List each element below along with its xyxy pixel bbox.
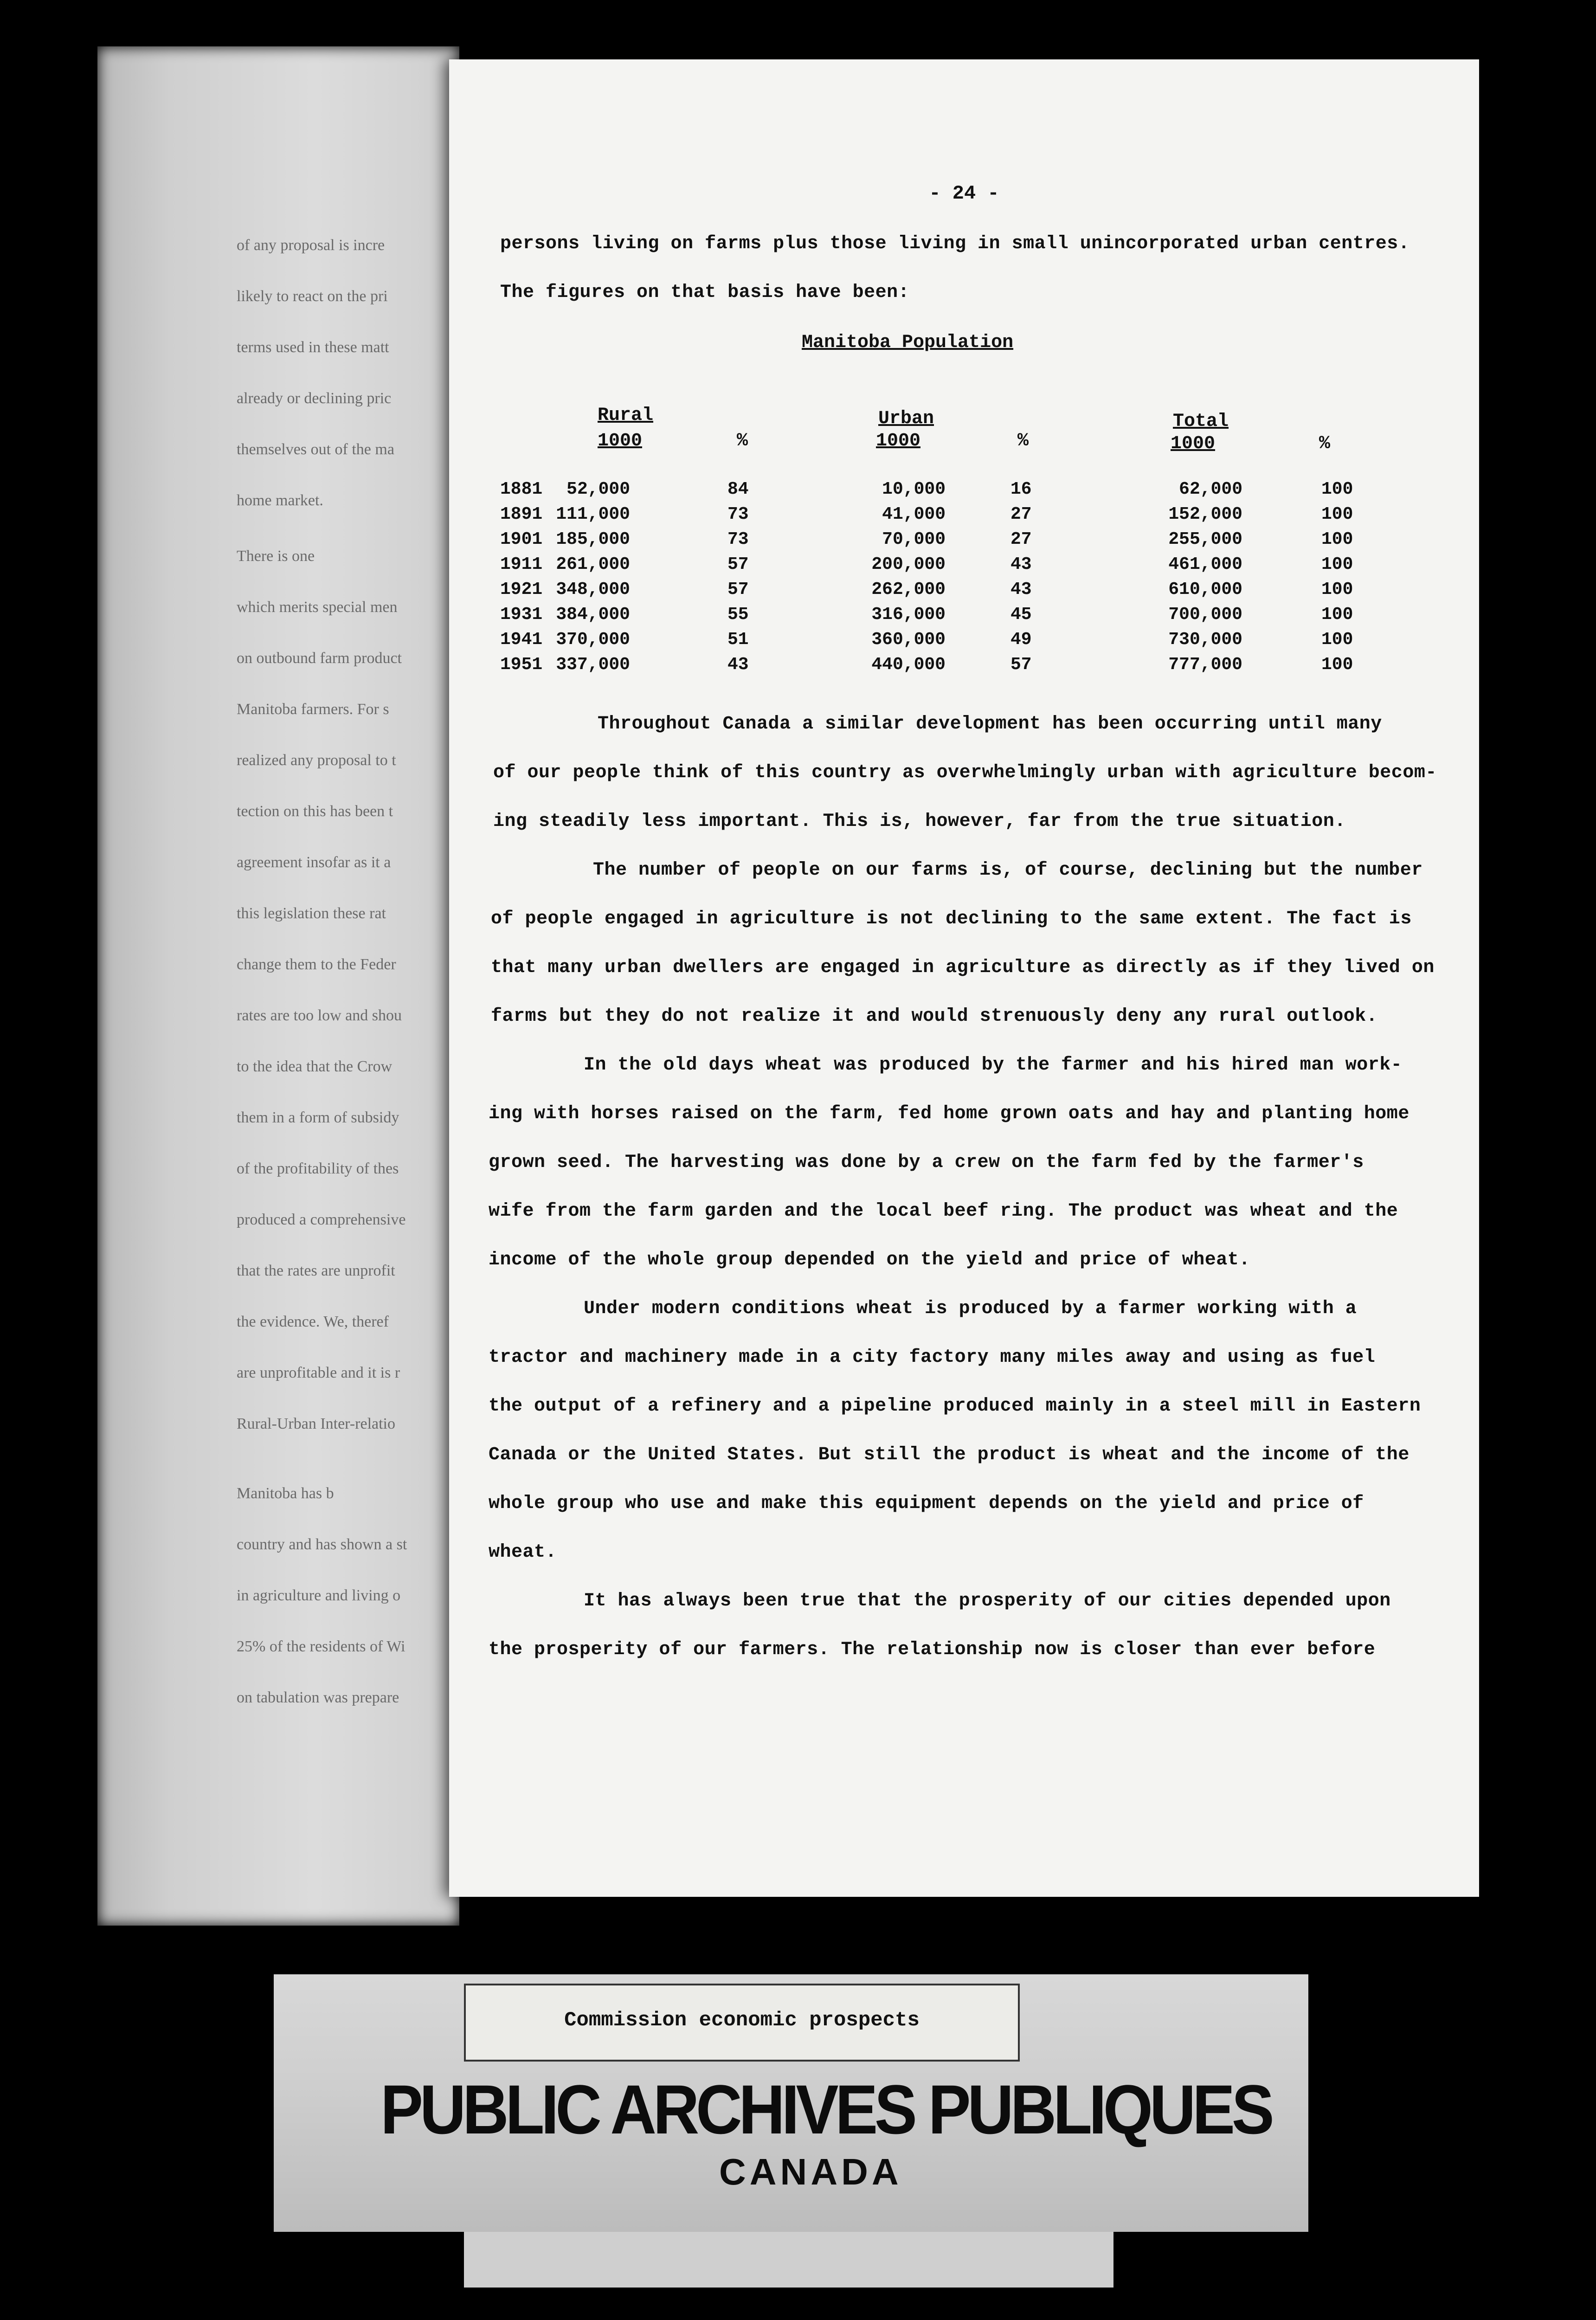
urban-cell: 360,000 bbox=[871, 630, 946, 650]
body-line: In the old days wheat was produced by the farmer and his hired man work- bbox=[584, 1055, 1403, 1076]
back-page-line: Manitoba farmers. For s bbox=[237, 701, 389, 718]
back-page-line: them in a form of subsidy bbox=[237, 1109, 399, 1126]
stamp-tab bbox=[464, 2232, 1113, 2288]
total-cell: 152,000 bbox=[1168, 504, 1242, 524]
stamp-label-text: Commission economic prospects bbox=[564, 2009, 920, 2032]
body-line: tractor and machinery made in a city factory many miles away and using as fuel bbox=[489, 1347, 1376, 1368]
rural-cell: 185,000 bbox=[556, 529, 630, 549]
year-cell: 1941 bbox=[500, 630, 543, 650]
rural-cell: 337,000 bbox=[556, 655, 630, 675]
back-page-line: terms used in these matt bbox=[237, 339, 389, 356]
body-line: The number of people on our farms is, of course, declining but the number bbox=[593, 860, 1423, 881]
urban-pct-header: % bbox=[1017, 431, 1029, 451]
urban-header: Urban bbox=[878, 408, 934, 429]
rural-cell: 52,000 bbox=[566, 479, 630, 499]
table-title: Manitoba Population bbox=[802, 332, 1014, 353]
back-page-line: likely to react on the pri bbox=[237, 288, 388, 305]
document-page bbox=[449, 59, 1479, 1897]
body-line: ing with horses raised on the farm, fed home grown oats and hay and planting home bbox=[489, 1103, 1409, 1124]
year-cell: 1891 bbox=[500, 504, 543, 524]
back-page-line: to the idea that the Crow bbox=[237, 1058, 393, 1075]
rural-pct-cell: 73 bbox=[727, 529, 749, 549]
year-cell: 1931 bbox=[500, 605, 543, 625]
body-line: that many urban dwellers are engaged in agriculture as directly as if they lived on bbox=[491, 957, 1435, 978]
year-cell: 1951 bbox=[500, 655, 543, 675]
total-cell: 730,000 bbox=[1168, 630, 1242, 650]
urban-cell: 262,000 bbox=[871, 580, 946, 599]
rural-pct-cell: 43 bbox=[727, 655, 749, 675]
urban-unit-header: 1000 bbox=[876, 431, 921, 451]
urban-pct-cell: 57 bbox=[1010, 655, 1032, 675]
total-header: Total bbox=[1173, 411, 1229, 432]
total-pct-cell: 100 bbox=[1321, 655, 1353, 675]
page-number: - 24 - bbox=[929, 182, 999, 205]
back-page-line: themselves out of the ma bbox=[237, 441, 394, 458]
body-line: the prosperity of our farmers. The relationship now is closer than ever before bbox=[489, 1639, 1376, 1660]
body-line: income of the whole group depended on the yield and price of wheat. bbox=[489, 1250, 1250, 1270]
rural-pct-cell: 51 bbox=[727, 630, 749, 650]
rural-pct-header: % bbox=[737, 431, 748, 451]
urban-pct-cell: 27 bbox=[1010, 504, 1032, 524]
year-cell: 1901 bbox=[500, 529, 543, 549]
body-line: farms but they do not realize it and would strenuously deny any rural outlook. bbox=[491, 1006, 1378, 1027]
urban-pct-cell: 27 bbox=[1010, 529, 1032, 549]
back-page-line: the evidence. We, theref bbox=[237, 1313, 389, 1330]
back-page-line: 25% of the residents of Wi bbox=[237, 1638, 405, 1655]
total-pct-cell: 100 bbox=[1321, 630, 1353, 650]
total-cell: 461,000 bbox=[1168, 554, 1242, 574]
back-page-line: agreement insofar as it a bbox=[237, 854, 391, 871]
urban-cell: 41,000 bbox=[882, 504, 946, 524]
total-cell: 700,000 bbox=[1168, 605, 1242, 625]
total-pct-cell: 100 bbox=[1321, 580, 1353, 599]
rural-pct-cell: 57 bbox=[727, 554, 749, 574]
total-pct-header: % bbox=[1319, 433, 1331, 454]
back-page-line: produced a comprehensive bbox=[237, 1211, 406, 1228]
back-page-line: of the profitability of thes bbox=[237, 1160, 399, 1177]
total-cell: 62,000 bbox=[1179, 479, 1242, 499]
year-cell: 1911 bbox=[500, 554, 543, 574]
rural-unit-header: 1000 bbox=[598, 431, 643, 451]
back-page-line: which merits special men bbox=[237, 599, 398, 616]
rural-cell: 384,000 bbox=[556, 605, 630, 625]
body-line: wheat. bbox=[489, 1542, 557, 1563]
total-pct-cell: 100 bbox=[1321, 529, 1353, 549]
body-line: whole group who use and make this equipment depends on the yield and price of bbox=[489, 1493, 1364, 1514]
total-pct-cell: 100 bbox=[1321, 605, 1353, 625]
total-pct-cell: 100 bbox=[1321, 504, 1353, 524]
stamp-label-box bbox=[464, 1984, 1020, 2062]
back-page-line: on tabulation was prepare bbox=[237, 1689, 399, 1706]
body-line: of people engaged in agriculture is not declining to the same extent. The fact is bbox=[491, 909, 1412, 929]
back-page-line: on outbound farm product bbox=[237, 650, 402, 667]
rural-cell: 370,000 bbox=[556, 630, 630, 650]
total-cell: 610,000 bbox=[1168, 580, 1242, 599]
urban-cell: 316,000 bbox=[871, 605, 946, 625]
back-page-line: this legislation these rat bbox=[237, 905, 386, 922]
urban-cell: 200,000 bbox=[871, 554, 946, 574]
back-page-line: realized any proposal to t bbox=[237, 752, 396, 769]
urban-cell: 10,000 bbox=[882, 479, 946, 499]
body-line: Under modern conditions wheat is produced by a farmer working with a bbox=[584, 1298, 1357, 1319]
body-line: the output of a refinery and a pipeline produced mainly in a steel mill in Eastern bbox=[489, 1396, 1421, 1417]
back-page-line: change them to the Feder bbox=[237, 956, 396, 973]
total-cell: 777,000 bbox=[1168, 655, 1242, 675]
body-line: of our people think of this country as overwhelmingly urban with agriculture becom- bbox=[493, 762, 1437, 783]
back-page-line: rates are too low and shou bbox=[237, 1007, 402, 1024]
back-page-line: of any proposal is incre bbox=[237, 237, 385, 254]
body-line: grown seed. The harvesting was done by a crew on the farm fed by the farmer's bbox=[489, 1152, 1364, 1173]
rural-cell: 261,000 bbox=[556, 554, 630, 574]
year-cell: 1881 bbox=[500, 479, 543, 499]
rural-cell: 348,000 bbox=[556, 580, 630, 599]
body-line: Throughout Canada a similar development has been occurring until many bbox=[598, 714, 1382, 735]
rural-pct-cell: 55 bbox=[727, 605, 749, 625]
urban-pct-cell: 45 bbox=[1010, 605, 1032, 625]
urban-pct-cell: 43 bbox=[1010, 580, 1032, 599]
rural-pct-cell: 84 bbox=[727, 479, 749, 499]
rural-pct-cell: 73 bbox=[727, 504, 749, 524]
total-unit-header: 1000 bbox=[1171, 433, 1216, 454]
back-page-line: country and has shown a st bbox=[237, 1536, 407, 1553]
rural-pct-cell: 57 bbox=[727, 580, 749, 599]
back-page-line: already or declining pric bbox=[237, 390, 392, 407]
body-line: It has always been true that the prosperity of our cities depended upon bbox=[584, 1591, 1391, 1611]
back-page-line: Rural-Urban Inter-relatio bbox=[237, 1415, 395, 1432]
urban-pct-cell: 43 bbox=[1010, 554, 1032, 574]
archive-stamp bbox=[274, 1974, 1308, 2232]
intro-line: The figures on that basis have been: bbox=[500, 282, 910, 303]
back-page-line: are unprofitable and it is r bbox=[237, 1364, 400, 1381]
year-cell: 1921 bbox=[500, 580, 543, 599]
back-page-line: tection on this has been t bbox=[237, 803, 393, 820]
urban-cell: 440,000 bbox=[871, 655, 946, 675]
total-cell: 255,000 bbox=[1168, 529, 1242, 549]
total-pct-cell: 100 bbox=[1321, 554, 1353, 574]
body-line: ing steadily less important. This is, however, far from the true situation. bbox=[493, 811, 1346, 832]
urban-pct-cell: 49 bbox=[1010, 630, 1032, 650]
back-page-line: Manitoba has b bbox=[237, 1485, 334, 1502]
body-line: wife from the farm garden and the local beef ring. The product was wheat and the bbox=[489, 1201, 1398, 1222]
back-page-line: There is one bbox=[237, 548, 315, 565]
back-page-line: in agriculture and living o bbox=[237, 1587, 401, 1604]
intro-line: persons living on farms plus those living in small unincorporated urban centres. bbox=[500, 233, 1410, 254]
rural-header: Rural bbox=[598, 405, 654, 426]
back-page-line: that the rates are unprofit bbox=[237, 1262, 395, 1279]
total-pct-cell: 100 bbox=[1321, 479, 1353, 499]
body-line: Canada or the United States. But still the product is wheat and the income of the bbox=[489, 1444, 1409, 1465]
archive-name: PUBLIC ARCHIVES PUBLIQUES bbox=[380, 2070, 1271, 2148]
back-page-line: home market. bbox=[237, 492, 323, 509]
urban-pct-cell: 16 bbox=[1010, 479, 1032, 499]
archive-country: CANADA bbox=[719, 2151, 902, 2192]
urban-cell: 70,000 bbox=[882, 529, 946, 549]
rural-cell: 111,000 bbox=[556, 504, 630, 524]
background-page bbox=[97, 46, 459, 1926]
